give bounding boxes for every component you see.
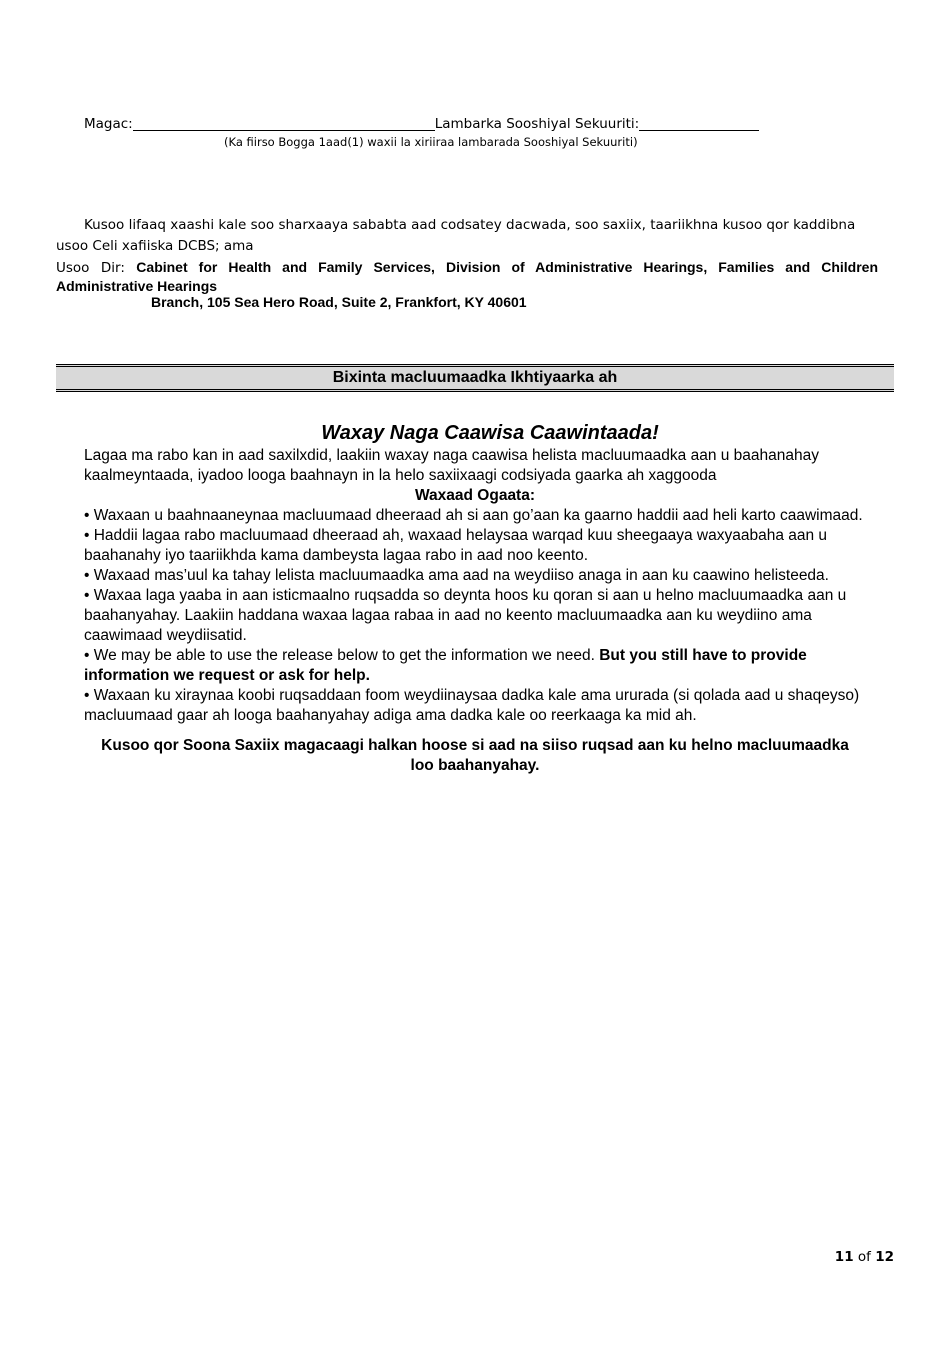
notice-title: Waxaad Ogaata: — [414, 487, 536, 504]
mailing-address — [56, 258, 878, 295]
total-pages: 12 — [875, 1249, 894, 1265]
english-bullet-regular: • We may be able to use the release below to get the information we need. — [84, 647, 600, 664]
send-to-label: Usoo Dir: — [56, 260, 137, 276]
form-header-row — [84, 114, 759, 132]
section-title: Bixinta macluumaadka Ikhtiyaarka ah — [332, 369, 618, 386]
english-bullet-bold: But you still have to provide information we request or ask for help. — [84, 647, 807, 684]
return-instructions — [56, 215, 856, 257]
bullet-2: • Haddii lagaa rabo macluumaad dheeraad ah, waxaad helaysaa warqad kuu sheegaaya waxyaabaha aan u baahanahy iyo taariikhda kama dambeysta lagaa rabo in aad noo keento. — [84, 527, 828, 564]
bullet-4: • Waxaa laga yaaba in aan isticmaalno ruqsadda so deynta hoos ku qoran si aan u helno macluumaadka aan u baahanyahay. Laakiin haddana waxaa lagaa rabaa in aad no keento macluumaadka aan ku weydiino ama caawimaad weydiisatid. — [84, 587, 847, 644]
bullet-5: • Waxaan ku xiraynaa koobi ruqsaddaan foom weydiinaysaa dadka kale ama ururada (si qolada aad u shaqeyso) macluumaad gaar ah looga baahanyahay adiga ama dadka kale oo reerkaaga ka mid ah. — [84, 687, 860, 724]
page-of: of — [853, 1249, 876, 1265]
release-body — [56, 446, 894, 776]
address-line-1: Cabinet for Health and Family Services, Division of Administrative Hearings, Families and Children Administrative Hearings — [56, 259, 878, 294]
section-title-bar — [56, 364, 894, 392]
english-bullet — [56, 646, 894, 686]
ssn-label: Lambarka Sooshiyal Sekuuriti: — [434, 116, 640, 132]
address-line-2: Branch, 105 Sea Hero Road, Suite 2, Frankfort, KY 40601 — [151, 294, 527, 310]
page-number — [835, 1249, 894, 1265]
instructions-line-1: Kusoo lifaaq xaashi kale soo sharxaaya sababta aad codsatey dacwada, soo saxiix, taariikhna kusoo qor kaddibna — [84, 217, 856, 233]
closing-instruction: Kusoo qor Soona Saxiix magacaagi halkan hoose si aad na siiso ruqsad aan ku helno macluumaadka loo baahanyahay. — [101, 737, 849, 774]
bullet-1: • Waxaan u baahnaaneynaa macluumaad dheeraad ah si aan go’aan ka gaarno haddii aad heli karto caawimaad. — [84, 507, 863, 524]
current-page: 11 — [834, 1249, 854, 1265]
instructions-line-2: usoo Celi xafiiska DCBS; ama — [56, 238, 254, 254]
ssn-field[interactable] — [639, 114, 759, 131]
bullet-3: • Waxaad mas’uul ka tahay lelista macluumaadka ama aad na weydiiso anaga in aan ku caawino helisteeda. — [84, 567, 829, 584]
name-label: Magac: — [84, 116, 133, 132]
intro-paragraph: Lagaa ma rabo kan in aad saxilxdid, laakiin waxay naga caawisa helista macluumaadka aan u baahanahay kaalmeyntaada, iyadoo looga baahnayn in la helo saxiixaagi codsiyada gaarka ah xaggooda — [84, 447, 820, 484]
name-field[interactable] — [133, 114, 435, 131]
ssn-hint: (Ka fiirso Bogga 1aad(1) waxii la xiriiraa lambarada Sooshiyal Sekuuriti) — [224, 135, 638, 149]
page-heading: Waxay Naga Caawisa Caawintaada! — [321, 422, 659, 444]
